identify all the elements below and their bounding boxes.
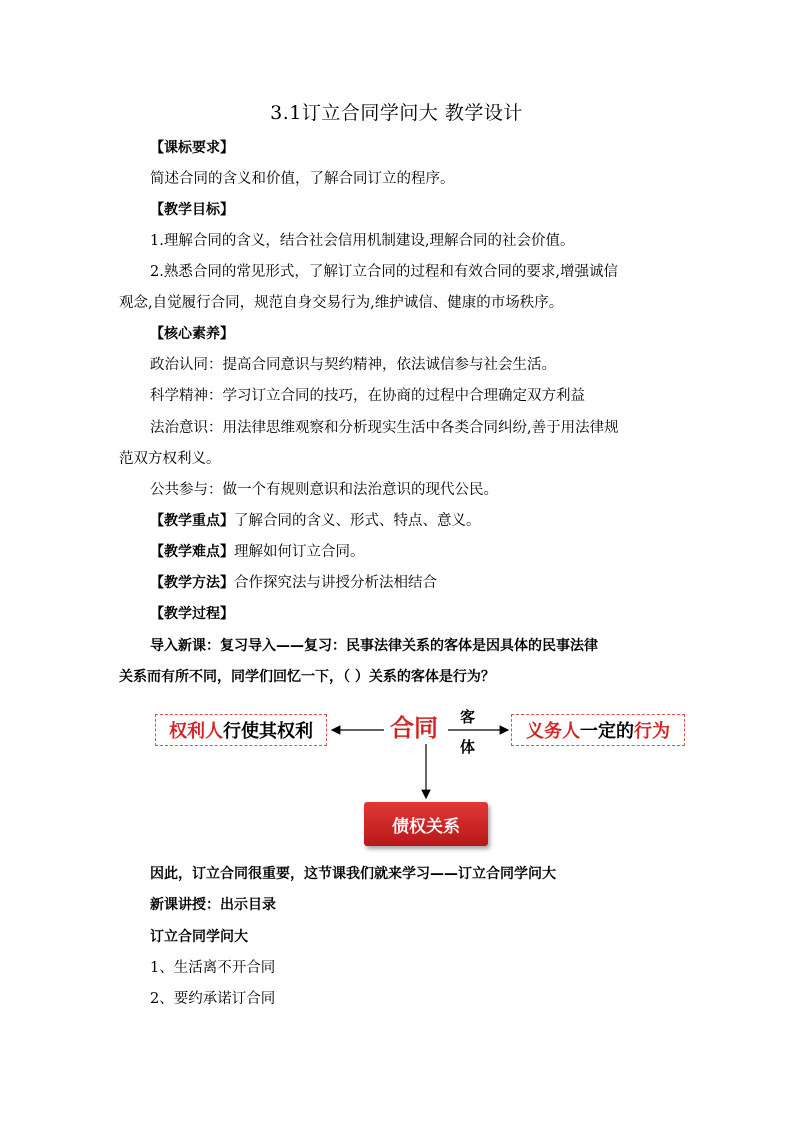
core-4: 公共参与：做一个有规则意识和法治意识的现代公民。	[150, 482, 498, 498]
curriculum-text: 简述合同的含义和价值，了解合同订立的程序。	[150, 171, 455, 187]
toc-item-2: 2、要约承诺订合同	[150, 991, 276, 1007]
process-header: 【教学过程】	[150, 606, 234, 622]
certain-label: 一定的	[580, 721, 634, 742]
creditor-relation-box: 债权关系	[364, 802, 488, 846]
difficult-header: 【教学难点】	[150, 544, 234, 560]
object-label-top: 客	[460, 708, 476, 726]
goal-2-line-1: 2.熟悉合同的常见形式，了解订立合同的过程和有效合同的要求,增强诚信	[150, 264, 618, 280]
toc-title: 订立合同学问大	[150, 929, 248, 945]
core-3-line-2: 范双方权利义。	[119, 451, 221, 467]
key-header: 【教学重点】	[150, 513, 234, 529]
goals-header: 【教学目标】	[150, 202, 234, 218]
object-label-bottom: 体	[460, 738, 476, 756]
contract-label: 合同	[390, 714, 438, 742]
key-text: 了解合同的含义、形式、特点、意义。	[234, 513, 481, 529]
exercise-rights-label: 行使其权利	[223, 721, 313, 742]
obligor-label: 义务人	[526, 721, 580, 742]
obligor-box	[511, 714, 685, 746]
contract-diagram	[150, 700, 690, 850]
method-text: 合作探究法与讲授分析法相结合	[234, 575, 437, 591]
intro-line-1: 导入新课：复习导入——复习：民事法律关系的客体是因具体的民事法律	[150, 638, 598, 654]
difficult-text: 理解如何订立合同。	[234, 544, 365, 560]
curriculum-header: 【课标要求】	[150, 140, 234, 156]
key-point-line	[150, 511, 481, 531]
core-header: 【核心素养】	[150, 326, 234, 342]
goal-2-line-2: 观念,自觉履行合同，规范自身交易行为,维护诚信、健康的市场秩序。	[119, 295, 564, 311]
core-2: 科学精神：学习订立合同的技巧，在协商的过程中合理确定双方利益	[150, 388, 585, 404]
rights-holder-box	[155, 714, 327, 746]
rights-holder-label: 权利人	[169, 721, 223, 742]
method-header: 【教学方法】	[150, 575, 234, 591]
intro-line-2: 关系而有所不同，同学们回忆一下，（ ）关系的客体是行为？	[119, 669, 495, 685]
difficult-point-line	[150, 542, 365, 562]
behavior-label: 行为	[634, 721, 670, 742]
therefore-line: 因此，订立合同很重要，这节课我们就来学习——订立合同学问大	[150, 866, 556, 882]
goal-1: 1.理解合同的含义，结合社会信用机制建设,理解合同的社会价值。	[150, 233, 575, 249]
core-1: 政治认同：提高合同意识与契约精神，依法诚信参与社会生活。	[150, 357, 556, 373]
toc-item-1: 1、生活离不开合同	[150, 960, 276, 976]
page-title: 3.1订立合同学问大 教学设计	[270, 102, 523, 124]
method-line	[150, 573, 437, 593]
core-3-line-1: 法治意识：用法律思维观察和分析现实生活中各类合同纠纷,善于用法律规	[150, 420, 619, 436]
new-lesson-line: 新课讲授：出示目录	[150, 897, 276, 913]
